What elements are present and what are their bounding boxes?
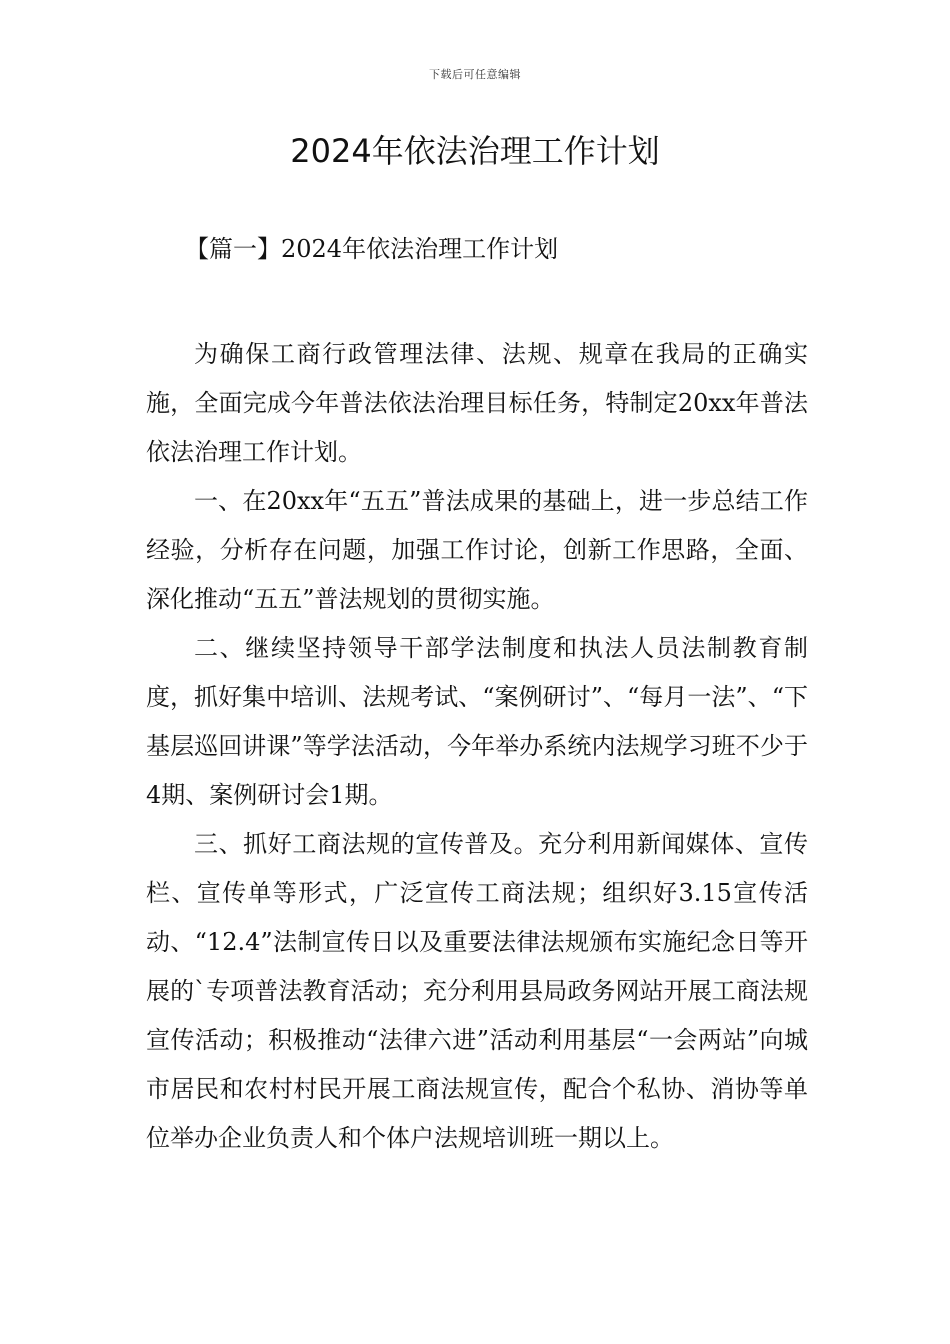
paragraph-item-2: 二、继续坚持领导干部学法制度和执法人员法制教育制度，抓好集中培训、法规考试、“案例研讨”、“每月一法”、“下基层巡回讲课”等学法活动，今年举办系统内法规学习班不少于4期、案例研讨会1期。: [146, 634, 808, 809]
paragraph-item-3: 三、抓好工商法规的宣传普及。充分利用新闻媒体、宣传栏、宣传单等形式，广泛宣传工商法规；组织好3.15宣传活动、“12.4”法制宣传日以及重要法律法规颁布实施纪念日等开展的`专项普法教育活动；充分利用县局政务网站开展工商法规宣传活动；积极推动“法律六进”活动利用基层“一会两站”向城市居民和农村村民开展工商法规宣传，配合个私协、消协等单位举办企业负责人和个体户法规培训班一期以上。: [146, 830, 808, 1152]
document-title: 2024年依法治理工作计划: [290, 132, 660, 170]
paragraph-item-1: 一、在20xx年“五五”普法成果的基础上，进一步总结工作经验，分析存在问题，加强工作讨论，创新工作思路，全面、深化推动“五五”普法规划的贯彻实施。: [146, 487, 808, 613]
paragraph-intro: 为确保工商行政管理法律、法规、规章在我局的正确实施，全面完成今年普法依法治理目标任务，特制定20xx年普法依法治理工作计划。: [146, 340, 808, 466]
document-body: [146, 330, 808, 1163]
section-heading: 【篇一】2024年依法治理工作计划: [185, 235, 559, 263]
header-note: 下载后可任意编辑: [429, 68, 521, 81]
